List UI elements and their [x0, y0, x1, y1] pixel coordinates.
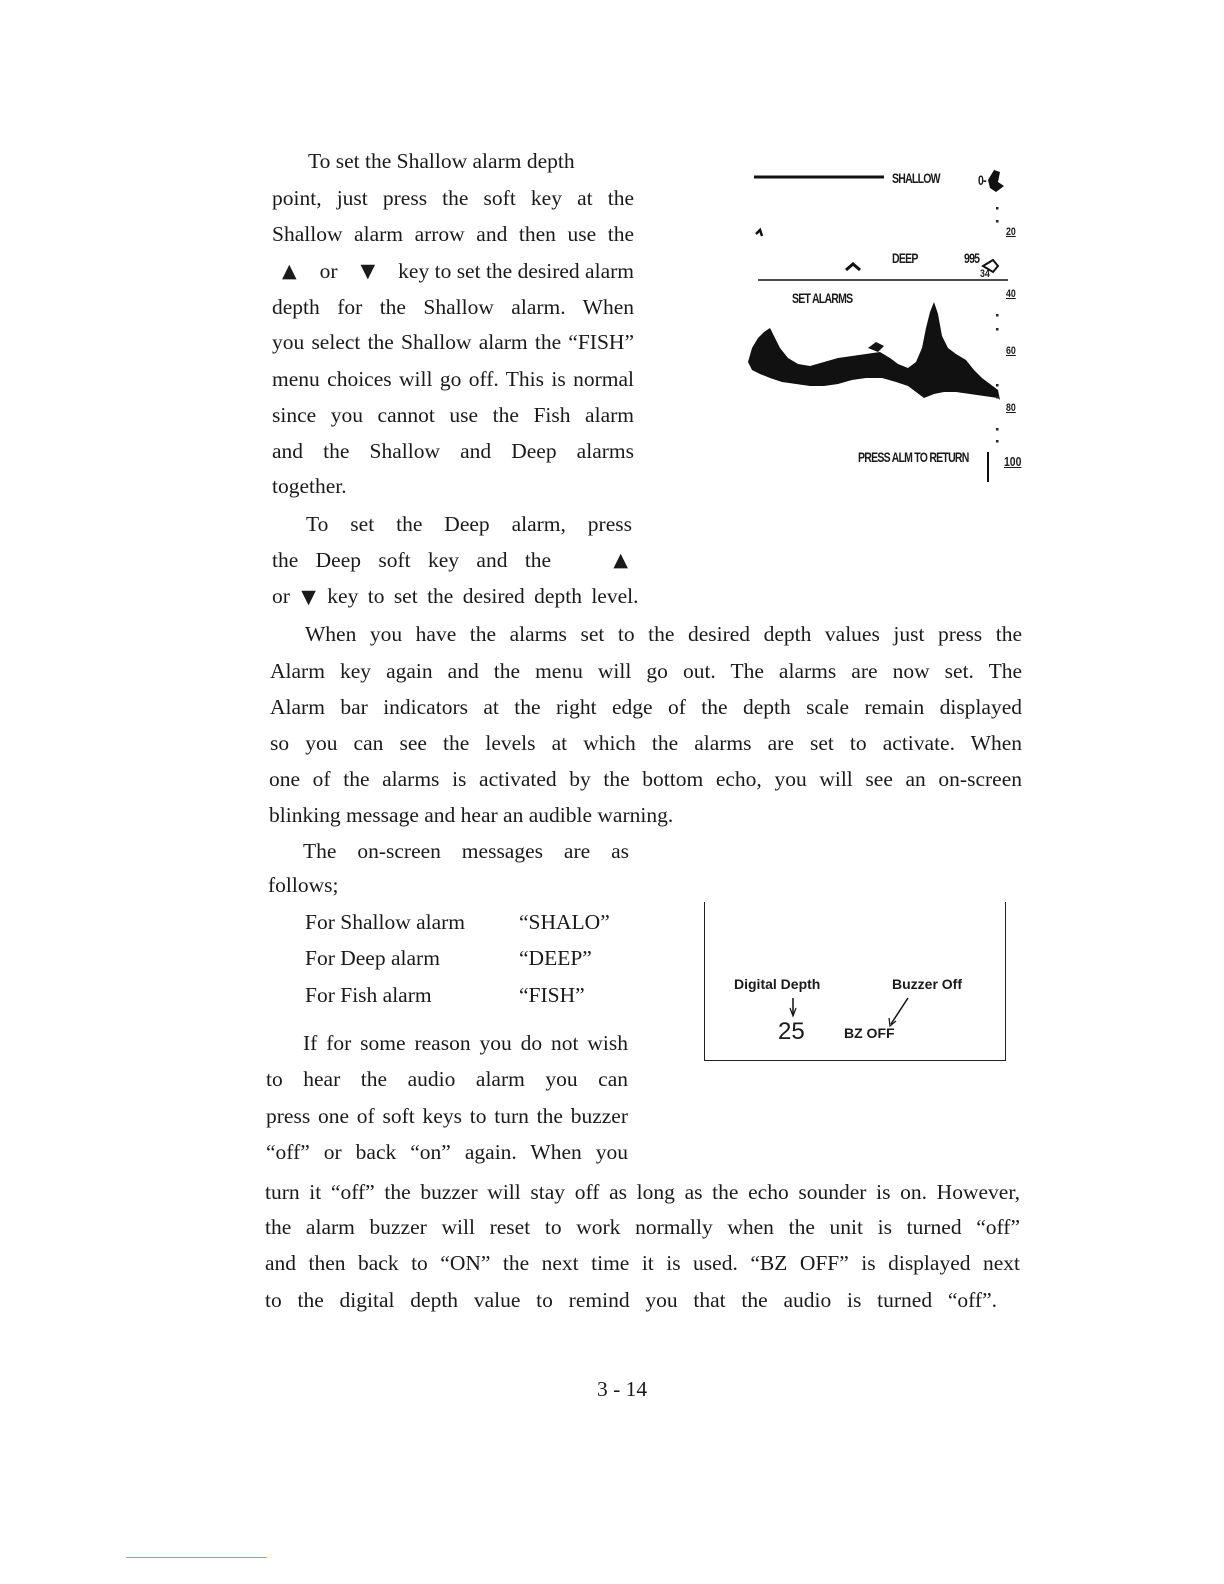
para4-line: The on-screen messages are as — [303, 839, 629, 863]
para4-line: follows; — [268, 873, 339, 897]
para1-line: since you cannot use the Fish alarm — [272, 403, 634, 427]
para5-line: the alarm buzzer will reset to work normally when the unit is turned “off” — [265, 1215, 1020, 1239]
up-arrow-icon: ▲ — [282, 260, 297, 282]
para1-line: To set the Shallow alarm depth — [308, 149, 575, 173]
alarm-message: “FISH” — [519, 983, 585, 1007]
shallow-arrow-icon — [756, 230, 762, 236]
depth-tick: 100 — [1004, 454, 1022, 469]
fish-echo — [868, 342, 884, 352]
para5-line: “off” or back “on” again. When you — [266, 1140, 628, 1164]
set-alarms-label: SET ALARMS — [792, 290, 853, 306]
para1-line: together. — [272, 474, 347, 498]
para1-line4-rest: key to set the desired alarm — [398, 259, 634, 283]
para5-line: and then back to “ON” the next time it is used. “BZ OFF” is displayed next — [265, 1251, 1020, 1275]
para5-line: press one of soft keys to turn the buzzer — [266, 1104, 628, 1128]
shallow-label: SHALLOW — [892, 170, 940, 186]
para1-line: Shallow alarm arrow and then use the — [272, 222, 634, 246]
digital-depth-value: 25 — [778, 1018, 805, 1045]
down-arrow-icon: ▼ — [301, 586, 316, 608]
or-word: or — [319, 259, 338, 283]
para3-line: When you have the alarms set to the desired depth values just press the — [305, 622, 1022, 646]
depth-tick: 60 — [1006, 345, 1016, 357]
down-arrow-icon: ▼ — [360, 260, 376, 282]
para3-line: so you can see the levels at which the alarms are set to activate. When — [270, 731, 1022, 755]
alarm-message: “DEEP” — [519, 946, 592, 970]
deep-marker-value: 34 — [980, 268, 990, 280]
para2-line3-rest: key to set the desired depth level. — [327, 584, 639, 608]
para3-line: one of the alarms is activated by the bottom echo, you will see an on-screen — [269, 767, 1022, 791]
deep-label: DEEP — [892, 250, 918, 266]
footer-rule — [126, 1557, 267, 1558]
para5-line: turn it “off” the buzzer will stay off as long as the echo sounder is on. However, — [265, 1180, 1020, 1204]
alarm-bar-top-icon — [988, 170, 1004, 192]
para3-line: blinking message and hear an audible warning. — [269, 803, 674, 827]
sonar-graphics — [748, 152, 1038, 490]
para2-line2 — [272, 545, 628, 575]
para3-line: Alarm bar indicators at the right edge of the depth scale remain displayed — [270, 695, 1022, 719]
page-number: 3 - 14 — [597, 1377, 648, 1401]
buzzer-off-label: Buzzer Off — [892, 976, 962, 992]
depth-tick: 80 — [1006, 402, 1016, 414]
para3-line: Alarm key again and the menu will go out. The alarms are now set. The — [270, 659, 1022, 683]
shallow-value: 0- — [978, 172, 986, 188]
para2-line3 — [272, 581, 638, 612]
return-label: PRESS ALM TO RETURN — [858, 449, 969, 465]
onscreen-display-box — [704, 902, 1006, 1061]
bottom-echo-profile — [748, 302, 1000, 400]
sonar-screen-figure — [748, 152, 1038, 490]
depth-tick: 20 — [1006, 226, 1016, 238]
para5-line: to the digital depth value to remind you that the audio is turned “off”. — [265, 1288, 997, 1312]
para1-line: you select the Shallow alarm the “FISH” — [272, 330, 634, 354]
callout-arrows — [705, 994, 1005, 1054]
depth-tick: 40 — [1006, 288, 1016, 300]
deep-arrow-icon — [846, 264, 860, 270]
para5-line: to hear the audio alarm you can — [266, 1067, 628, 1091]
para1-line: point, just press the soft key at the — [272, 186, 634, 210]
alarm-label: For Shallow alarm — [305, 910, 466, 934]
para1-line: menu choices will go off. This is normal — [272, 367, 634, 391]
up-arrow-icon: ▲ — [613, 549, 628, 571]
deep-value: 995 — [964, 250, 980, 266]
para5-line: If for some reason you do not wish — [303, 1031, 628, 1055]
alarm-message: “SHALO” — [519, 910, 610, 934]
bz-off-indicator: BZ OFF — [844, 1025, 895, 1041]
para2-line2-text: the Deep soft key and the — [272, 548, 552, 572]
para2-line: To set the Deep alarm, press — [306, 512, 632, 536]
digital-depth-label: Digital Depth — [734, 976, 821, 992]
or-word: or — [272, 584, 290, 608]
depth-scale-dots — [996, 207, 999, 443]
alarm-label: For Deep alarm — [305, 946, 440, 970]
para1-line: depth for the Shallow alarm. When — [272, 295, 634, 319]
alarm-label: For Fish alarm — [305, 983, 432, 1007]
buzzer-callout-line — [891, 998, 908, 1024]
para1-line-arrows — [282, 256, 634, 286]
para1-line: and the Shallow and Deep alarms — [272, 439, 634, 463]
